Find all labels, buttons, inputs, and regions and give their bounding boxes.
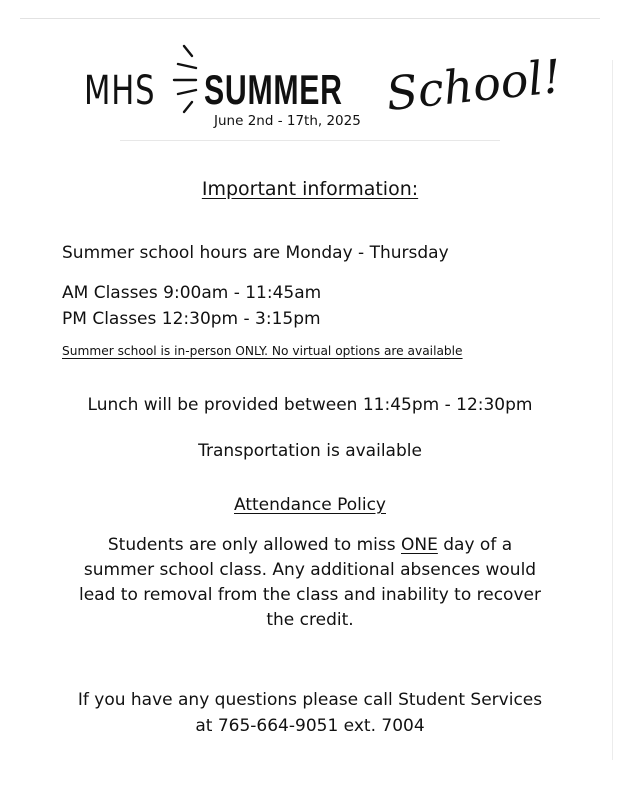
in-person-note: Summer school is in-person ONLY. No virtual options are available bbox=[62, 344, 463, 358]
title-banner bbox=[0, 40, 620, 140]
am-classes: AM Classes 9:00am - 11:45am bbox=[62, 283, 322, 303]
title-prefix: MHS bbox=[84, 68, 156, 114]
scan-line-header bbox=[120, 140, 500, 141]
attendance-line-3: lead to removal from the class and inability to recover bbox=[79, 585, 541, 605]
attendance-line-4: the credit. bbox=[266, 610, 354, 630]
lunch-line: Lunch will be provided between 11:45pm - 12:30pm bbox=[87, 395, 533, 415]
pm-classes: PM Classes 12:30pm - 3:15pm bbox=[62, 309, 321, 329]
program-dates: June 2nd - 17th, 2025 bbox=[214, 113, 361, 129]
section-heading: Important information: bbox=[201, 178, 419, 200]
sparkle-icon bbox=[168, 40, 208, 130]
transport-line: Transportation is available bbox=[198, 441, 422, 461]
contact-line-2: at 765-664-9051 ext. 7004 bbox=[195, 716, 425, 736]
attendance-line-1 bbox=[0, 535, 620, 555]
attendance-text-a: Students are only allowed to miss bbox=[107, 535, 401, 555]
hours-line: Summer school hours are Monday - Thursday bbox=[62, 243, 449, 263]
contact-line-1: If you have any questions please call Student Services bbox=[77, 690, 543, 710]
scan-line-top bbox=[20, 18, 600, 19]
title-script: School! bbox=[383, 48, 564, 122]
title-main: SUMMER bbox=[204, 66, 343, 113]
attendance-heading: Attendance Policy bbox=[234, 495, 386, 515]
attendance-line-2: summer school class. Any additional absences would bbox=[83, 560, 537, 580]
attendance-emphasis: ONE bbox=[401, 535, 438, 555]
attendance-text-b: day of a bbox=[437, 535, 513, 555]
